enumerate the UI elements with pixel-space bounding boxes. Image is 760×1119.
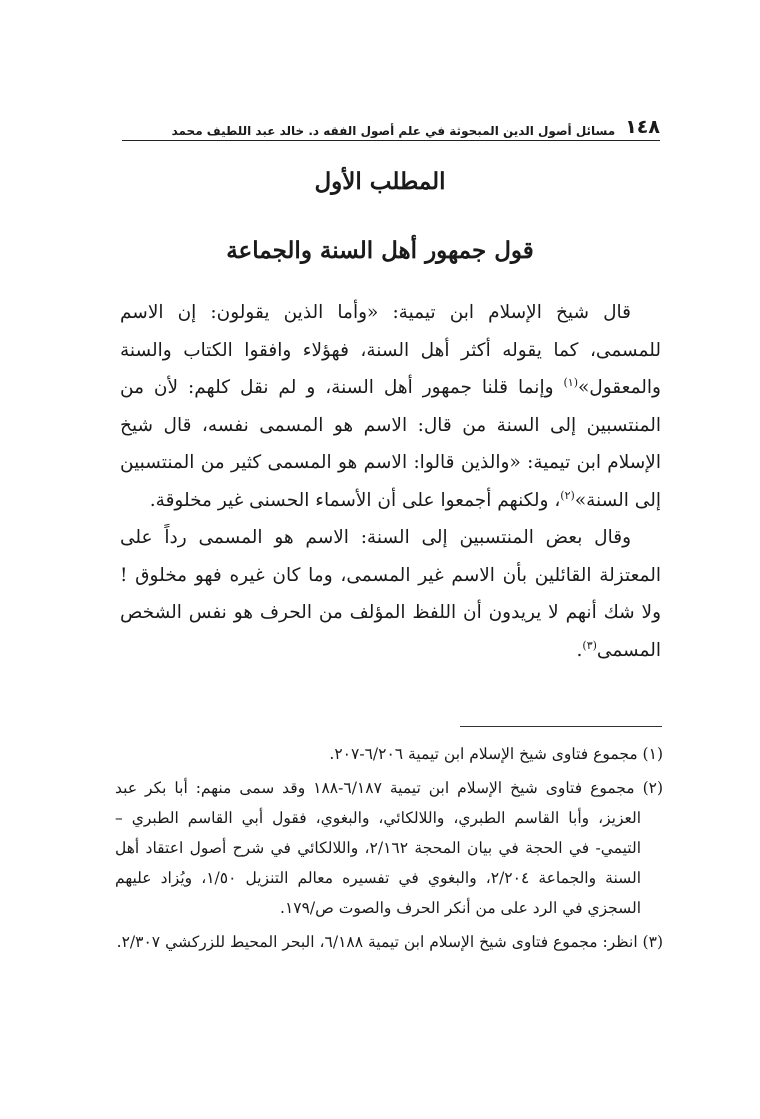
paragraph-1 xyxy=(120,294,661,519)
paragraph-1-text-a: قال شيخ الإسلام ابن تيمية: «وأما الذين يقولون: إن الاسم للمسمى، كما يقوله أكثر أهل السنة، فهؤلاء وافقوا الكتاب والسنة والمعقول» xyxy=(120,302,661,398)
paragraph-1-text-b: وإنما قلنا جمهور أهل السنة، و لم نقل كلهم: لأن من المنتسبين إلى السنة من قال: الاسم هو المسمى نفسه، قال شيخ الإسلام ابن تيمية: «والذين قالوا: الاسم هو المسمى كثير من المنتسبين إلى السنة» xyxy=(120,377,661,511)
footnote-ref-2: (٢) xyxy=(560,488,575,502)
footnote-1: (١) مجموع فتاوى شيخ الإسلام ابن تيمية ٦/٢٠٦-٢٠٧. xyxy=(329,745,663,763)
section-heading: المطلب الأول xyxy=(314,168,446,195)
body-text xyxy=(120,294,661,669)
paragraph-1-text-c: ، ولكنهم أجمعوا على أن الأسماء الحسنى غير مخلوقة. xyxy=(149,489,561,511)
sub-heading: قول جمهور أهل السنة والجماعة xyxy=(226,237,534,264)
paragraph-2-text-a: وقال بعض المنتسبين إلى السنة: الاسم هو المسمى رداً على المعتزلة القائلين بأن الاسم غير المسمى، وما كان غيره فهو مخلوق ! ولا شك أنهم لا يريدون أن اللفظ المؤلف من الحرف هو نفس الشخص المسمى xyxy=(120,527,661,661)
footnotes xyxy=(115,739,663,961)
footnote-ref-1: (١) xyxy=(563,375,578,389)
footnote-3: (٣) انظر: مجموع فتاوى شيخ الإسلام ابن تيمية ٦/١٨٨، البحر المحيط للزركشي ٢/٣٠٧. xyxy=(116,933,663,951)
page-number: ١٤٨ xyxy=(625,116,660,138)
paragraph-2-text-b: . xyxy=(576,639,583,661)
footnote-ref-3: (٣) xyxy=(582,638,597,652)
footnote-2: (٢) مجموع فتاوى شيخ الإسلام ابن تيمية ٦/١٨٧-١٨٨ وقد سمى منهم: أبا بكر عبد العزيز، وأبا القاسم الطبري، واللالكائي، والبغوي، فقول أبي القاسم الطبري – التيمي- في الحجة في بيان المحجة ٢/١٦٢، واللالكائي في شرح أصول اعتقاد أهل السنة والجماعة ٢/٢٠٤، والبغوي في تفسيره معالم التنزيل ١/٥٠، ويُزاد عليهم السجزي في الرد على من أنكر الحرف والصوت ص/١٧٩. xyxy=(115,779,664,917)
running-header-title: مسائل أصول الدين المبحوثة في علم أصول الفقه د. خالد عبد اللطيف محمد xyxy=(171,124,616,138)
footnote-divider xyxy=(460,726,662,727)
paragraph-2 xyxy=(120,519,661,669)
running-header xyxy=(122,110,660,141)
